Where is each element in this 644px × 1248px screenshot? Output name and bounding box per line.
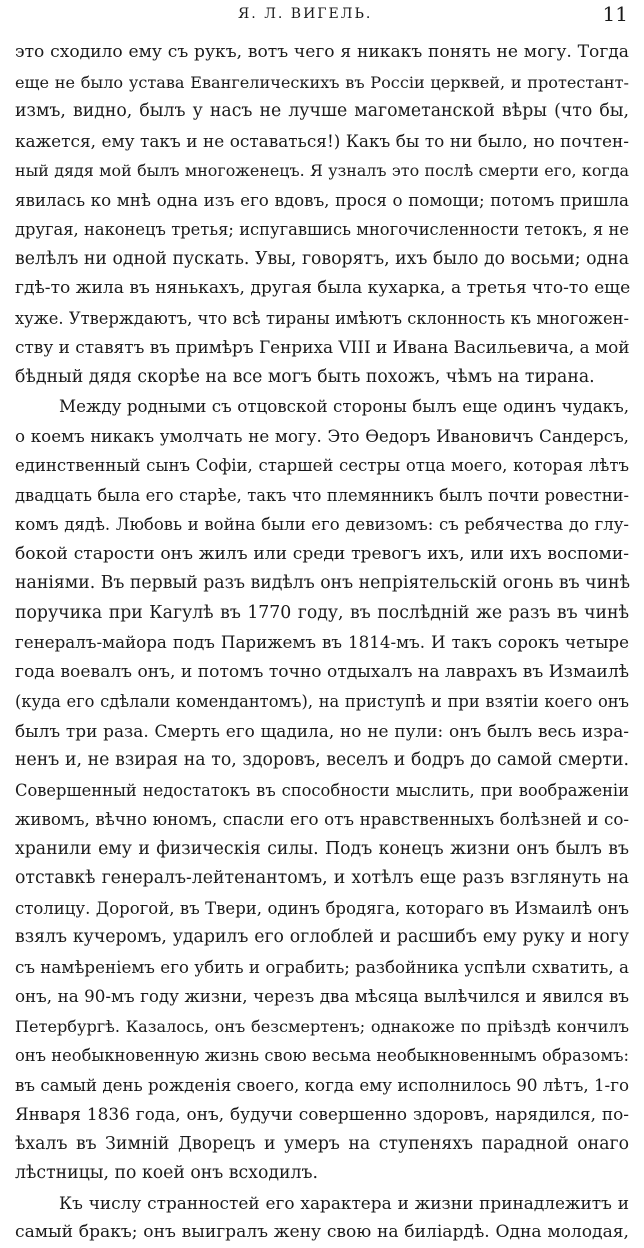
text-line: гдѣ-то жила въ нянькахъ, другая была кухарка, а третья что-то еще	[15, 278, 631, 298]
text-line: столицу. Дорогой, въ Твери, одинъ бродяга, котораго въ Измаилѣ онъ	[15, 898, 629, 918]
text-line: лѣстницы, по коей онъ всходилъ.	[15, 1163, 318, 1183]
text-line: измъ, видно, былъ у насъ не лучше магометанской вѣры (что бы,	[15, 101, 629, 121]
text-line: ненъ и, не взирая на то, здоровъ, веселъ и бодръ до самой смерти.	[15, 750, 629, 770]
text-line: Петербургѣ. Казалось, онъ безсмертенъ; однакоже по прiѣздѣ кончилъ	[15, 1016, 629, 1036]
text-line: Января 1836 года, онъ, будучи совершенно здоровъ, нарядился, по-	[15, 1104, 629, 1124]
text-line: хранили ему и физическiя силы. Подъ конецъ жизни онъ былъ въ	[15, 838, 629, 859]
text-line: комъ дядѣ. Любовь и война были его девизомъ: съ ребячества до глу-	[15, 515, 629, 534]
text-line: Къ числу странностей его характера и жизни принадлежитъ и	[59, 1192, 629, 1213]
text-line: поручика при Кагулѣ въ 1770 году, въ послѣднiй же разъ въ чинѣ	[15, 602, 629, 623]
text-line: отставкѣ генералъ-лейтенантомъ, и хотѣлъ еще разъ взглянуть на	[15, 868, 629, 888]
text-line: хуже. Утверждаютъ, что всѣ тираны имѣютъ склонность къ многожен-	[15, 308, 629, 328]
text-line: бокой старости онъ жилъ или среди тревогъ ихъ, или ихъ воспоми-	[15, 543, 629, 564]
text-line: генералъ-майора подъ Парижемъ въ 1814-мъ. И такъ сорокъ четыре	[15, 632, 629, 652]
text-line: бѣдный дядя скорѣе на все могъ быть похожъ, чѣмъ на тирана.	[15, 366, 595, 387]
text-line: нанiями. Въ первый разъ видѣлъ онъ непрiятельскiй огонь въ чинѣ	[15, 573, 630, 593]
page-number: 11	[602, 2, 628, 26]
text-line: онъ, на 90-мъ году жизни, черезъ два мѣсяца вылѣчился и явился въ	[15, 986, 629, 1006]
text-line: ный дядя мой былъ многоженецъ. Я узналъ это послѣ смерти его, когда	[15, 161, 629, 180]
text-line: взялъ кучеромъ, ударилъ его оглоблей и расшибъ ему руку и ногу	[15, 927, 629, 947]
text-line: онъ необыкновенную жизнь свою весьма необыкновеннымъ образомъ:	[15, 1046, 629, 1065]
text-line: двадцать была его старѣе, такъ что племянникъ былъ почти ровестни-	[15, 485, 629, 505]
text-line: самый бракъ; онъ выигралъ жену свою на билiардѣ. Одна молодая,	[15, 1222, 629, 1242]
text-line: велѣлъ ни одной пускать. Увы, говорятъ, ихъ было до восьми; одна	[15, 248, 629, 269]
text-line: живомъ, вѣчно юномъ, спасли его отъ нравственныхъ болѣзней и со-	[15, 809, 629, 829]
text-line: это сходило ему съ рукъ, вотъ чего я никакъ понять не могу. Тогда	[15, 42, 629, 62]
text-line: Совершенный недостатокъ въ способности мыслить, при воображенiи	[15, 780, 629, 800]
text-line: явилась ко мнѣ одна изъ его вдовъ, прося о помощи; потомъ пришла	[15, 189, 629, 210]
text-line: единственный сынъ Софiи, старшей сестры отца моего, которая лѣтъ	[15, 456, 629, 475]
text-line: о коемъ никакъ умолчать не могу. Это Ѳедоръ Ивановичъ Сандерсъ,	[15, 425, 629, 446]
text-line: Между родными съ отцовской стороны былъ еще одинъ чудакъ,	[59, 396, 629, 416]
text-line: еще не было устава Евангелическихъ въ Россiи церквей, и протестант-	[15, 72, 629, 92]
text-line: другая, наконецъ третья; испугавшись многочисленности тетокъ, я не	[15, 220, 629, 239]
text-line: былъ три раза. Смерть его щадила, но не пули: онъ былъ весь изра-	[15, 720, 629, 741]
text-line: ству и ставятъ въ примѣръ Генриха VIII и Ивана Васильевича, а мой	[15, 337, 630, 357]
text-line: въ самый день рожденiя своего, когда ему исполнилось 90 лѣтъ, 1-го	[15, 1074, 629, 1095]
running-head: Я. Л. ВИГЕЛЬ.	[238, 6, 373, 22]
text-line: съ намѣренiемъ его убить и ограбить; разбойника успѣли схватить, а	[15, 956, 629, 977]
text-line: ѣхалъ въ Зимнiй Дворецъ и умеръ на ступеняхъ парадной онаго	[15, 1133, 629, 1154]
text-line: (куда его сдѣлали комендантомъ), на приступѣ и при взятiи коего онъ	[15, 692, 629, 711]
body-text	[15, 38, 629, 1248]
text-line: года воевалъ онъ, и потомъ точно отдыхалъ на лаврахъ въ Измаилѣ	[15, 661, 629, 682]
text-line: кажется, ему такъ и не оставаться!) Какъ бы то ни было, но почтен-	[15, 130, 629, 151]
